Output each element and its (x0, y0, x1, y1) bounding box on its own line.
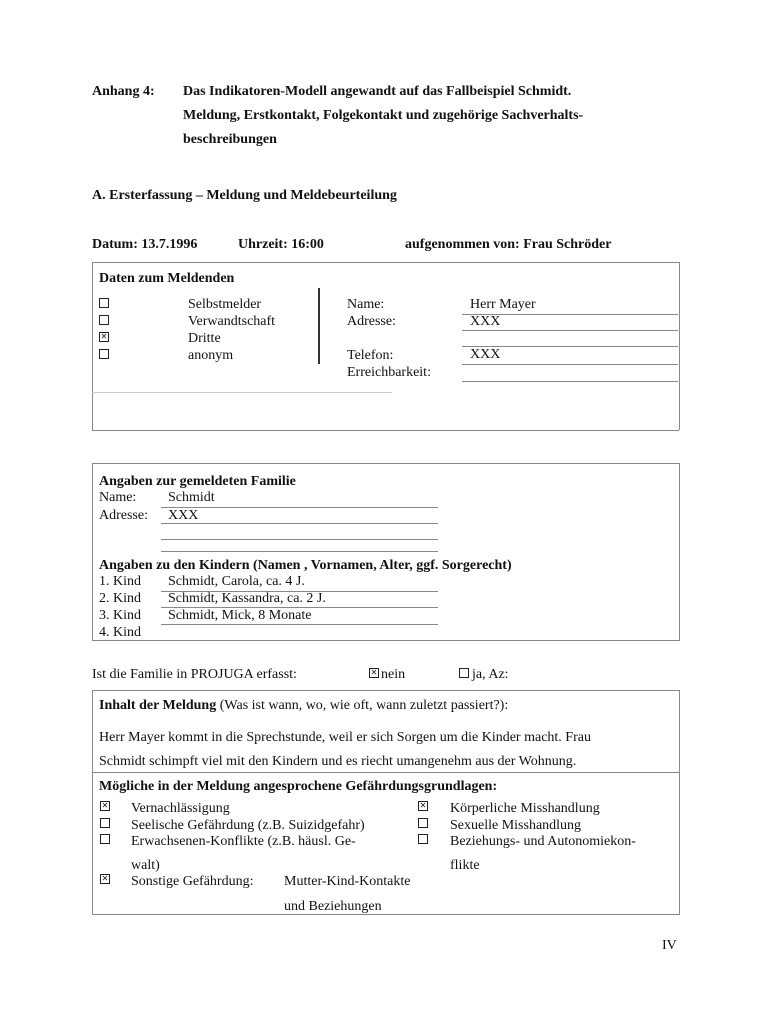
hazard-checkbox[interactable] (418, 834, 428, 844)
appendix-title-line-1: Das Indikatoren-Modell angewandt auf das Fallbeispiel Schmidt. (183, 84, 572, 99)
projuga-question: Ist die Familie in PROJUGA erfasst: (92, 667, 297, 682)
appendix-label: Anhang 4: (92, 84, 155, 99)
page-number: IV (662, 938, 677, 953)
reporter-option-label: Selbstmelder (188, 297, 262, 312)
section-a-title: A. Ersterfassung – Meldung und Meldebeurteilung (92, 188, 397, 203)
children-title: Angaben zu den Kindern (Namen , Vornamen, Alter, ggf. Sorgerecht) (99, 558, 512, 573)
projuga-yes-checkbox[interactable] (459, 668, 469, 678)
hazard-checkbox[interactable] (100, 834, 110, 844)
reporter-option-label: Dritte (188, 331, 221, 346)
hazard-label: Seelische Gefährdung (z.B. Suizidgefahr) (131, 818, 365, 833)
hazard-label: Vernachlässigung (131, 801, 230, 816)
reporter-option-checkbox-checked[interactable] (99, 332, 109, 342)
hazard-label: Körperliche Misshandlung (450, 801, 600, 816)
hazard-label-continued: walt) (131, 858, 160, 873)
reporter-name-label: Name: (347, 297, 385, 312)
hazard-label: Erwachsenen-Konflikte (z.B. häusl. Ge- (131, 834, 356, 849)
reporter-name-value[interactable]: Herr Mayer (470, 297, 536, 312)
hazard-checkbox[interactable] (100, 818, 110, 828)
meta-taken-by: aufgenommen von: Frau Schröder (405, 237, 612, 252)
reporter-address-value[interactable]: XXX (470, 314, 501, 329)
reporter-address-label: Adresse: (347, 314, 396, 329)
family-title: Angaben zur gemeldeten Familie (99, 474, 296, 489)
reporter-phone-value[interactable]: XXX (470, 347, 501, 362)
hazard-checkbox[interactable] (418, 818, 428, 828)
projuga-no-label: nein (381, 667, 406, 682)
reporter-option-label: Verwandtschaft (188, 314, 276, 329)
hazard-checkbox-checked[interactable] (418, 801, 428, 811)
hazard-other-value-continued[interactable]: und Beziehungen (284, 899, 382, 914)
reporter-phone-label: Telefon: (347, 348, 394, 363)
projuga-yes-label: ja, Az: (472, 667, 509, 682)
child-value[interactable]: Schmidt, Kassandra, ca. 2 J. (168, 591, 326, 606)
child-value[interactable]: Schmidt, Carola, ca. 4 J. (168, 574, 305, 589)
hazard-label: Sonstige Gefährdung: (131, 874, 254, 889)
hazard-label-continued: flikte (450, 858, 480, 873)
report-text-line-1: Herr Mayer kommt in die Sprechstunde, weil er sich Sorgen um die Kinder macht. Frau (99, 730, 591, 745)
projuga-no-checkbox-checked[interactable] (369, 668, 379, 678)
reporter-option-checkbox[interactable] (99, 315, 109, 325)
child-label: 3. Kind (99, 608, 141, 623)
hazard-checkbox-checked[interactable] (100, 801, 110, 811)
appendix-title-line-3: beschreibungen (183, 132, 277, 147)
hazards-title: Mögliche in der Meldung angesprochene Gefährdungsgrundlagen: (99, 779, 498, 794)
meta-time: Uhrzeit: 16:00 (238, 237, 324, 252)
reporter-option-checkbox[interactable] (99, 298, 109, 308)
report-text-line-2: Schmidt schimpft viel mit den Kindern und es riecht umangenehm aus der Wohnung. (99, 754, 577, 769)
hazard-label: Beziehungs- und Autonomiekon- (450, 834, 636, 849)
reporter-option-label: anonym (188, 348, 234, 363)
reporter-option-checkbox[interactable] (99, 349, 109, 359)
child-label: 1. Kind (99, 574, 141, 589)
hazard-checkbox-checked[interactable] (100, 874, 110, 884)
report-title: Inhalt der Meldung (Was ist wann, wo, wie oft, wann zuletzt passiert?): (99, 698, 509, 713)
family-address-value[interactable]: XXX (168, 508, 199, 523)
reporter-reachability-label: Erreichbarkeit: (347, 365, 431, 380)
meta-date: Datum: 13.7.1996 (92, 237, 198, 252)
child-value[interactable]: Schmidt, Mick, 8 Monate (168, 608, 312, 623)
family-name-label: Name: (99, 490, 137, 505)
hazard-label: Sexuelle Misshandlung (450, 818, 582, 833)
child-label: 2. Kind (99, 591, 141, 606)
hazard-other-value[interactable]: Mutter-Kind-Kontakte (284, 874, 411, 889)
family-address-label: Adresse: (99, 508, 148, 523)
child-label: 4. Kind (99, 625, 141, 640)
appendix-title-line-2: Meldung, Erstkontakt, Folgekontakt und zugehörige Sachverhalts- (183, 108, 584, 123)
reporter-title: Daten zum Meldenden (99, 271, 235, 286)
family-name-value[interactable]: Schmidt (168, 490, 215, 505)
